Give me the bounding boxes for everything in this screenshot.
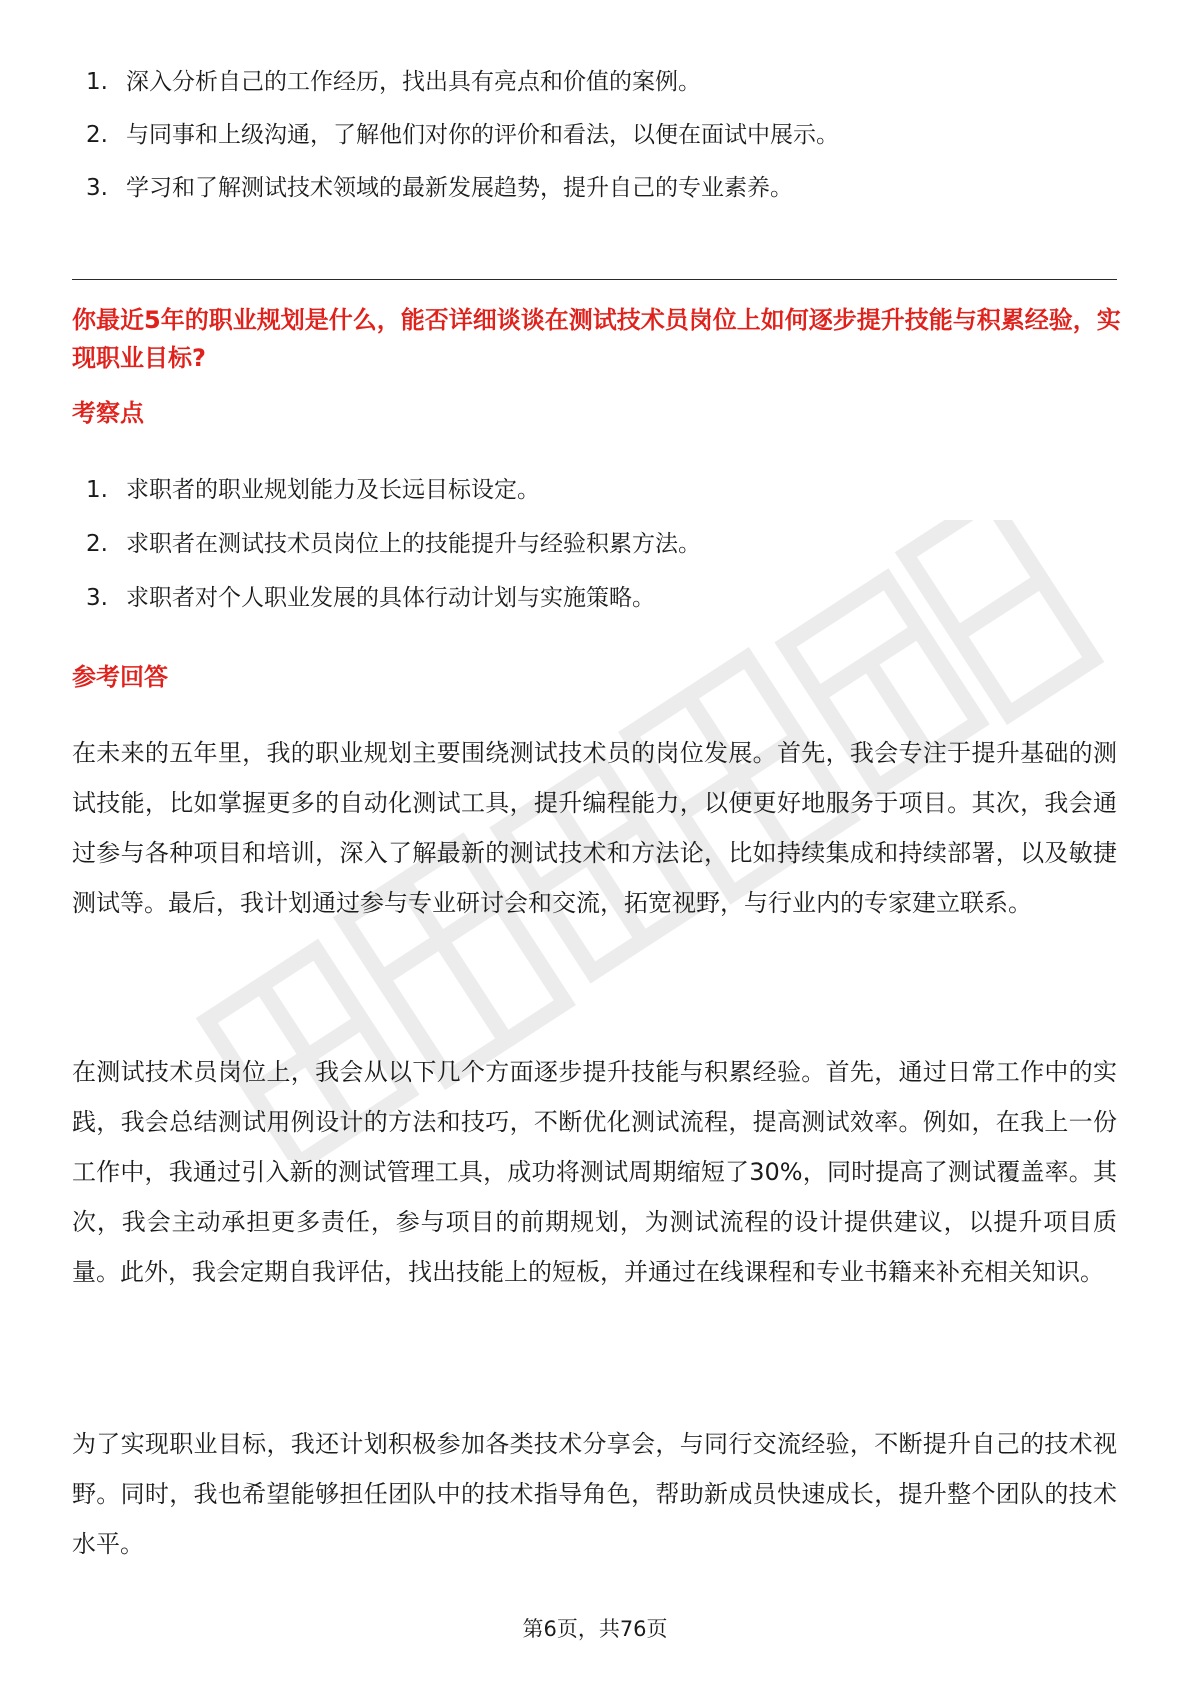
list-item-number: 1.: [86, 477, 108, 503]
answer-paragraph: 在测试技术员岗位上，我会从以下几个方面逐步提升技能与积累经验。首先，通过日常工作中的实践，我会总结测试用例设计的方法和技巧，不断优化测试流程，提高测试效率。例如，在我上一份工作中，我通过引入新的测试管理工具，成功将测试周期缩短了30%，同时提高了测试覆盖率。其次，我会主动承担更多责任，参与项目的前期规划，为测试流程的设计提供建议，以提升项目质量。此外，我会定期自我评估，找出技能上的短板，并通过在线课程和专业书籍来补充相关知识。: [72, 1058, 1117, 1286]
list-item: [86, 474, 1116, 506]
list-item-number: 3.: [86, 585, 108, 611]
list-item: [86, 582, 1116, 614]
list-item: [86, 66, 1116, 98]
list-item-number: 1.: [86, 69, 108, 95]
list-item: [86, 119, 1116, 151]
exam-points-heading: 考察点: [72, 399, 144, 427]
section-divider: [72, 279, 1117, 280]
list-item-number: 2.: [86, 531, 108, 557]
list-item-text: 学习和了解测试技术领域的最新发展趋势，提升自己的专业素养。: [126, 175, 793, 201]
list-item-number: 2.: [86, 122, 108, 148]
list-item-text: 求职者的职业规划能力及长远目标设定。: [126, 477, 540, 503]
reference-answer-heading: 参考回答: [72, 663, 168, 691]
intro-list: [86, 66, 1116, 225]
list-item-text: 求职者在测试技术员岗位上的技能提升与经验积累方法。: [126, 531, 701, 557]
list-item: [86, 172, 1116, 204]
list-item-text: 深入分析自己的工作经历，找出具有亮点和价值的案例。: [126, 69, 701, 95]
list-item: [86, 528, 1116, 560]
answer-paragraph: 在未来的五年里，我的职业规划主要围绕测试技术员的岗位发展。首先，我会专注于提升基础的测试技能，比如掌握更多的自动化测试工具，提升编程能力，以便更好地服务于项目。其次，我会通过参与各种项目和培训，深入了解最新的测试技术和方法论，比如持续集成和持续部署，以及敏捷测试等。最后，我计划通过参与专业研讨会和交流，拓宽视野，与行业内的专家建立联系。: [72, 739, 1117, 917]
exam-points-list: [86, 474, 1116, 636]
list-item-text: 求职者对个人职业发展的具体行动计划与实施策略。: [126, 585, 655, 611]
interview-question: 你最近5年的职业规划是什么，能否详细谈谈在测试技术员岗位上如何逐步提升技能与积累经验，实现职业目标?: [72, 306, 1121, 372]
list-item-text: 与同事和上级沟通，了解他们对你的评价和看法，以便在面试中展示。: [126, 122, 839, 148]
answer-paragraph: 为了实现职业目标，我还计划积极参加各类技术分享会，与同行交流经验，不断提升自己的技术视野。同时，我也希望能够担任团队中的技术指导角色，帮助新成员快速成长，提升整个团队的技术水平。: [72, 1430, 1117, 1558]
list-item-number: 3.: [86, 175, 108, 201]
page-number-footer: 第6页，共76页: [522, 1617, 668, 1641]
